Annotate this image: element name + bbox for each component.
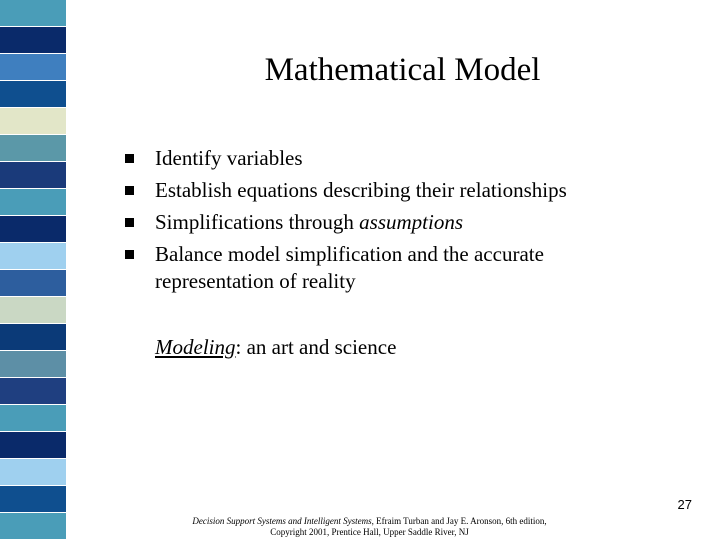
slide-title: Mathematical Model [264, 52, 541, 88]
citation-authors: , Efraim Turban and Jay E. Aronson, 6th edition, [371, 516, 547, 526]
stripe-block [0, 324, 66, 351]
stripe-block [0, 459, 66, 486]
stripe-block [0, 432, 66, 459]
stripe-block [0, 243, 66, 270]
bullet-continuation: representation of reality [155, 269, 356, 293]
citation [172, 516, 567, 538]
list-item [125, 177, 685, 204]
stripe-block [0, 0, 66, 27]
stripe-block [0, 486, 66, 513]
modeling-statement [155, 334, 396, 361]
bullet-text: Simplifications through [155, 210, 360, 234]
bullet-list [125, 145, 685, 295]
stripe-block [0, 189, 66, 216]
stripe-block [0, 270, 66, 297]
square-bullet-icon [125, 186, 134, 195]
square-bullet-icon [125, 154, 134, 163]
bullet-emphasis: assumptions [359, 210, 464, 234]
square-bullet-icon [125, 250, 134, 259]
page-number: 27 [677, 497, 692, 512]
stripe-block [0, 513, 66, 540]
stripe-block [0, 378, 66, 405]
modeling-term: Modeling [155, 335, 236, 359]
bullet-text: Balance model simplification and the accurate [155, 242, 544, 266]
citation-publisher: Copyright 2001, Prentice Hall, Upper Saddle River, NJ [270, 527, 469, 537]
stripe-block [0, 405, 66, 432]
stripe-block [0, 135, 66, 162]
square-bullet-icon [125, 218, 134, 227]
stripe-block [0, 297, 66, 324]
bullet-text: Identify variables [155, 146, 303, 170]
list-item [125, 241, 685, 268]
stripe-block [0, 216, 66, 243]
modeling-rest: : an art and science [235, 335, 397, 359]
citation-book-title: Decision Support Systems and Intelligent Systems [192, 516, 372, 526]
stripe-block [0, 351, 66, 378]
stripe-block [0, 108, 66, 135]
bullet-text: Establish equations describing their relationships [155, 178, 567, 202]
list-item [125, 145, 685, 172]
stripe-block [0, 162, 66, 189]
list-item [125, 209, 685, 236]
